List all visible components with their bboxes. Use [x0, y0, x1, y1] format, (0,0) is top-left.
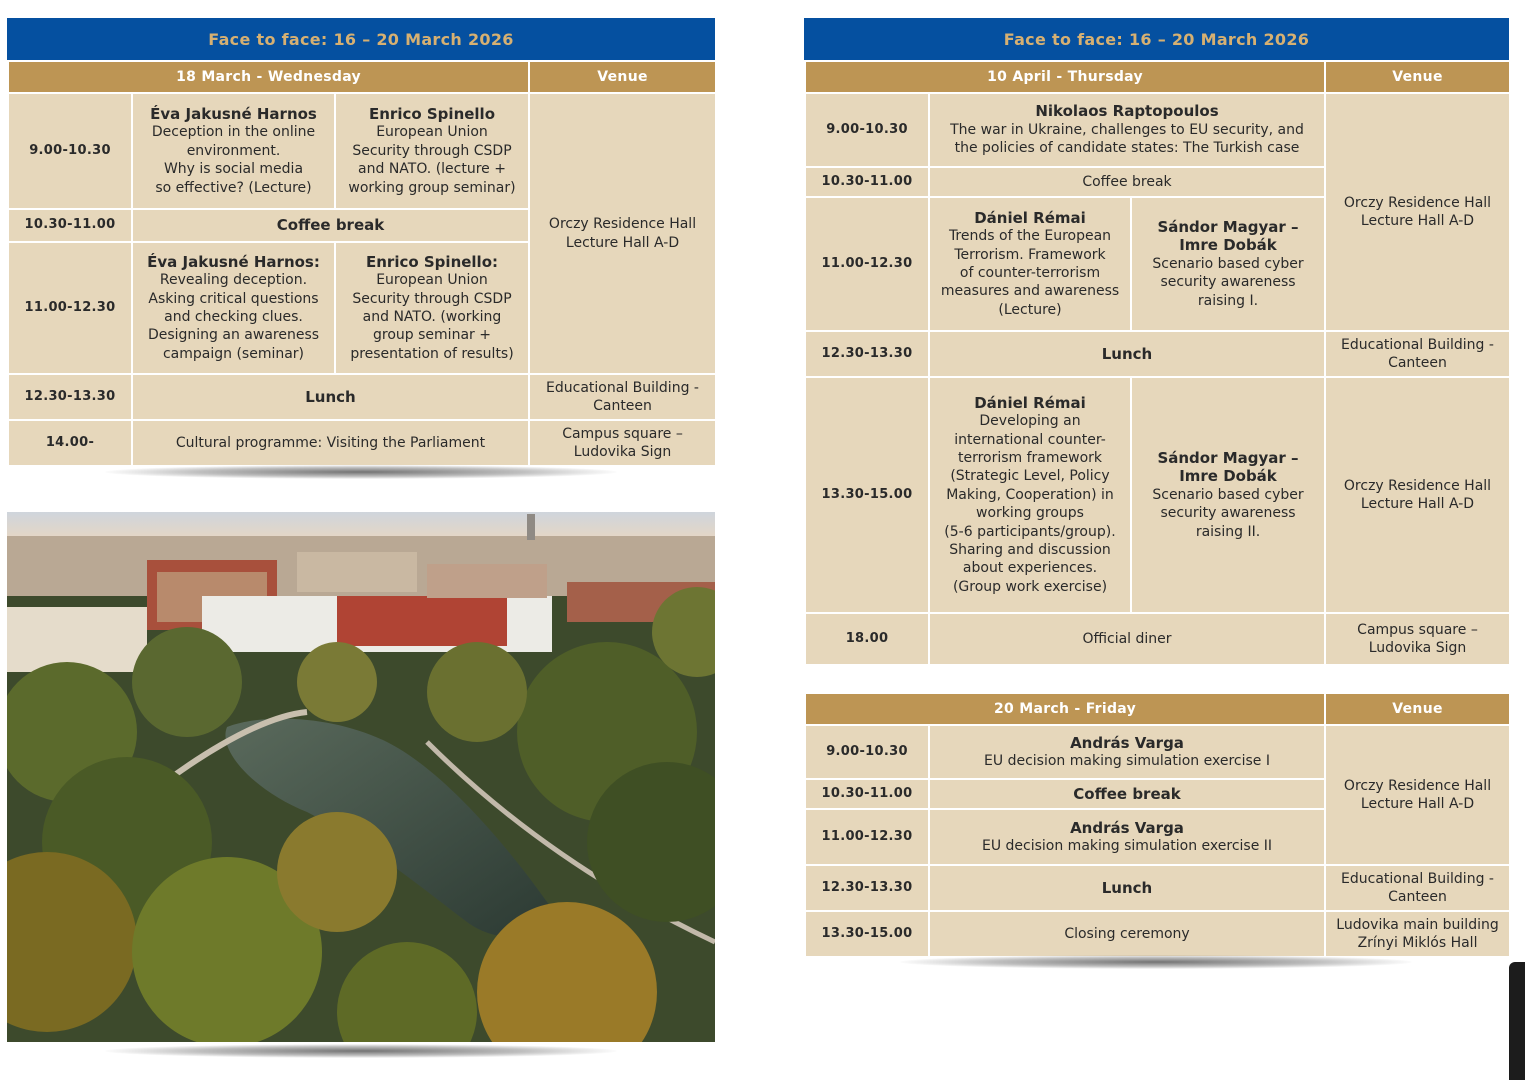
venue-heading: Venue [1325, 693, 1510, 725]
venue-cell: Orczy Residence Hall Lecture Hall A-D [529, 93, 716, 374]
speaker-name: Éva Jakusné Harnos [150, 104, 317, 123]
time-cell: 9.00-10.30 [805, 93, 929, 167]
window-edge [1509, 962, 1525, 1080]
speaker-name: Éva Jakusné Harnos: [147, 252, 320, 271]
break-cell: Coffee break [132, 209, 529, 242]
session-cell [1131, 377, 1325, 613]
friday-schedule [804, 692, 1509, 958]
venue-cell: Ludovika main building Zrínyi Miklós Hall [1325, 911, 1510, 957]
session-description: European Union Security through CSDP and NATO. (working group seminar + presentation of results) [350, 272, 514, 362]
time-cell: 18.00 [805, 613, 929, 665]
photo-shadow [105, 1044, 617, 1058]
venue-cell: Campus square – Ludovika Sign [1325, 613, 1510, 665]
activity-cell: Official diner [929, 613, 1325, 665]
time-cell: 12.30-13.30 [805, 865, 929, 911]
session-cell [929, 93, 1325, 167]
left-header: Face to face: 16 – 20 March 2026 [7, 18, 715, 60]
time-cell: 11.00-12.30 [805, 197, 929, 331]
session-description: Deception in the online environment. Why is social media so effective? (Lecture) [151, 124, 316, 196]
time-cell: 10.30-11.00 [8, 209, 132, 242]
lunch-cell: Lunch [929, 331, 1325, 377]
venue-cell: Orczy Residence Hall Lecture Hall A-D [1325, 725, 1510, 865]
table-row [805, 613, 1510, 665]
left-schedule [7, 18, 715, 467]
time-cell: 14.00- [8, 420, 132, 466]
lunch-cell: Lunch [132, 374, 529, 420]
session-description: Scenario based cyber security awareness raising I. [1152, 255, 1304, 309]
time-cell: 13.30-15.00 [805, 911, 929, 957]
right-schedule [804, 18, 1509, 666]
table-row [8, 420, 716, 466]
venue-cell: Educational Building - Canteen [1325, 865, 1510, 911]
session-cell [132, 242, 335, 374]
speaker-name: Sándor Magyar – Imre Dobák [1157, 217, 1299, 255]
speaker-name: Sándor Magyar – Imre Dobák [1157, 448, 1299, 486]
day-heading: 10 April - Thursday [805, 61, 1325, 93]
time-cell: 9.00-10.30 [805, 725, 929, 779]
speaker-name: Dániel Rémai [974, 208, 1086, 227]
time-cell: 10.30-11.00 [805, 779, 929, 809]
session-cell [929, 725, 1325, 779]
speaker-name: Enrico Spinello [369, 104, 496, 123]
speaker-name: András Varga [1070, 818, 1184, 837]
session-cell [929, 197, 1131, 331]
session-description: EU decision making simulation exercise I [984, 753, 1270, 769]
speaker-name: Nikolaos Raptopoulos [1035, 102, 1219, 121]
session-cell [929, 809, 1325, 865]
time-cell: 11.00-12.30 [805, 809, 929, 865]
table-row [805, 725, 1510, 779]
session-description: Developing an international counter- terrorism framework (Strategic Level, Policy Making, Cooperation) in working groups (5-6 participants/group). Sharing and discussion about experiences. (Group work exercise) [944, 413, 1116, 595]
right-header: Face to face: 16 – 20 March 2026 [804, 18, 1509, 60]
session-description: Trends of the European Terrorism. Framework of counter-terrorism measures and awareness (Lecture) [940, 228, 1120, 318]
venue-cell: Orczy Residence Hall Lecture Hall A-D [1325, 93, 1510, 331]
venue-heading: Venue [1325, 61, 1510, 93]
venue-cell: Campus square – Ludovika Sign [529, 420, 716, 466]
time-cell: 9.00-10.30 [8, 93, 132, 209]
speaker-name: Dániel Rémai [974, 393, 1086, 412]
venue-cell: Orczy Residence Hall Lecture Hall A-D [1325, 377, 1510, 613]
session-cell [1131, 197, 1325, 331]
day-heading: 20 March - Friday [805, 693, 1325, 725]
session-description: Scenario based cyber security awareness raising II. [1152, 486, 1304, 540]
table-row [8, 93, 716, 209]
session-description: Revealing deception. Asking critical questions and checking clues. Designing an awareness campaign (seminar) [147, 272, 320, 362]
venue-cell: Educational Building - Canteen [1325, 331, 1510, 377]
campus-aerial-photo [7, 512, 715, 1042]
table-row [805, 331, 1510, 377]
table-row [805, 865, 1510, 911]
friday-schedule-table [804, 692, 1511, 958]
right-table-shadow [900, 955, 1412, 969]
lunch-cell: Lunch [929, 865, 1325, 911]
session-description: European Union Security through CSDP and NATO. (lecture + working group seminar) [348, 124, 516, 196]
session-description: EU decision making simulation exercise II [981, 838, 1273, 854]
session-cell [929, 377, 1131, 613]
table-row [8, 374, 716, 420]
time-cell: 13.30-15.00 [805, 377, 929, 613]
session-cell [335, 242, 529, 374]
speaker-name: András Varga [1070, 733, 1184, 752]
venue-cell: Educational Building - Canteen [529, 374, 716, 420]
activity-cell: Closing ceremony [929, 911, 1325, 957]
time-cell: 12.30-13.30 [8, 374, 132, 420]
table-row [805, 377, 1510, 613]
venue-heading: Venue [529, 61, 716, 93]
time-cell: 12.30-13.30 [805, 331, 929, 377]
left-schedule-table [7, 60, 717, 467]
session-description: The war in Ukraine, challenges to EU security, and the policies of candidate states: The Turkish case [950, 121, 1304, 157]
break-cell: Coffee break [929, 779, 1325, 809]
time-cell: 10.30-11.00 [805, 167, 929, 197]
table-row [805, 93, 1510, 167]
day-heading: 18 March - Wednesday [8, 61, 529, 93]
table-row [805, 911, 1510, 957]
break-cell: Coffee break [929, 167, 1325, 197]
time-cell: 11.00-12.30 [8, 242, 132, 374]
session-cell [132, 93, 335, 209]
speaker-name: Enrico Spinello: [366, 252, 499, 271]
right-schedule-table [804, 60, 1511, 666]
activity-cell: Cultural programme: Visiting the Parliament [132, 420, 529, 466]
left-table-shadow [105, 465, 617, 479]
session-cell [335, 93, 529, 209]
